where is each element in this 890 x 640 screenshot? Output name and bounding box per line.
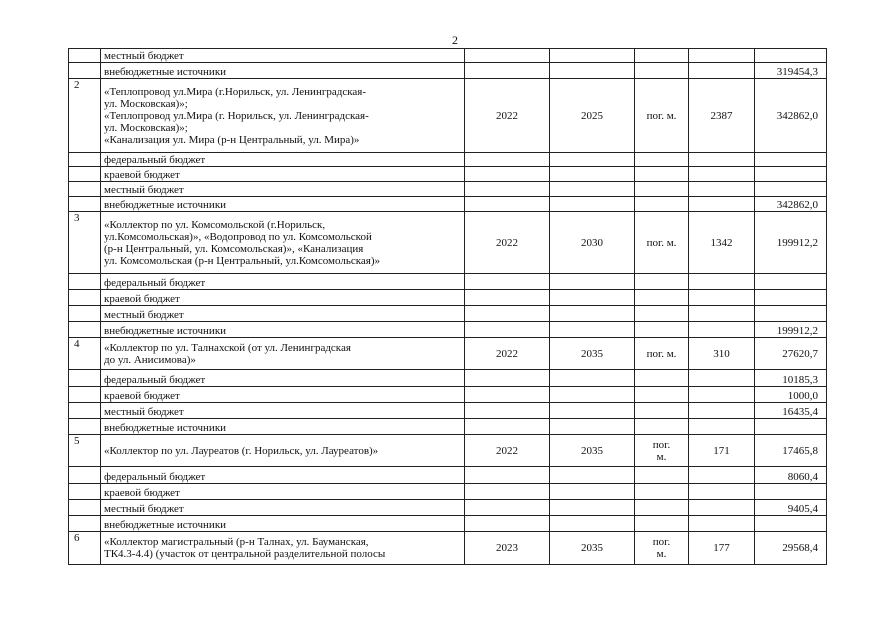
empty-cell [689, 484, 755, 500]
row-number: 2 [69, 79, 101, 153]
table-body [69, 49, 827, 565]
row-number-empty [69, 306, 101, 322]
funding-source-row [69, 290, 827, 306]
empty-cell [635, 49, 689, 63]
end-year: 2035 [550, 338, 635, 370]
object-name-line: «Теплопровод ул.Мира (г. Норильск, ул. Ленинградская- [104, 109, 369, 122]
unit: пог. м. [635, 338, 689, 370]
unit [635, 532, 689, 565]
empty-cell [689, 306, 755, 322]
empty-cell [689, 403, 755, 419]
end-year: 2030 [550, 212, 635, 274]
funding-source-row [69, 403, 827, 419]
empty-cell [550, 167, 635, 182]
row-number: 4 [69, 338, 101, 370]
empty-cell [635, 500, 689, 516]
funding-amount: 10185,3 [755, 370, 827, 387]
empty-cell [550, 467, 635, 484]
funding-source-name: краевой бюджет [101, 387, 465, 403]
unit: пог. м. [635, 79, 689, 153]
row-number-empty [69, 182, 101, 197]
object-name-line: «Коллектор магистральный (р-н Талнах, ул. Бауманская, [104, 536, 369, 548]
object-name [101, 212, 465, 274]
empty-cell [550, 290, 635, 306]
empty-cell [635, 197, 689, 212]
unit-line: м. [656, 450, 667, 463]
funding-source-name: местный бюджет [101, 306, 465, 322]
empty-cell [550, 500, 635, 516]
funding-amount [755, 153, 827, 167]
funding-source-row [69, 197, 827, 212]
object-name-line: до ул. Анисимова)» [104, 353, 196, 366]
funding-amount [755, 167, 827, 182]
quantity: 1342 [689, 212, 755, 274]
funding-source-name: краевой бюджет [101, 167, 465, 182]
start-year: 2023 [465, 532, 550, 565]
row-number-empty [69, 467, 101, 484]
funding-source-name: внебюджетные источники [101, 322, 465, 338]
empty-cell [689, 197, 755, 212]
empty-cell [465, 500, 550, 516]
row-number-empty [69, 419, 101, 435]
unit [635, 435, 689, 467]
empty-cell [635, 370, 689, 387]
quantity: 2387 [689, 79, 755, 153]
object-name-line: «Канализация ул. Мира (р-н Центральный, ул. Мира)» [104, 133, 360, 146]
funding-amount [755, 419, 827, 435]
funding-source-name: местный бюджет [101, 500, 465, 516]
funding-source-name: местный бюджет [101, 49, 465, 63]
funding-amount: 16435,4 [755, 403, 827, 419]
funding-source-name: федеральный бюджет [101, 153, 465, 167]
empty-cell [550, 49, 635, 63]
object-name [101, 79, 465, 153]
empty-cell [635, 153, 689, 167]
empty-cell [465, 403, 550, 419]
empty-cell [465, 516, 550, 532]
empty-cell [635, 516, 689, 532]
row-number-empty [69, 322, 101, 338]
empty-cell [465, 182, 550, 197]
funding-source-name: федеральный бюджет [101, 370, 465, 387]
row-number-empty [69, 370, 101, 387]
empty-cell [550, 153, 635, 167]
row-number-empty [69, 403, 101, 419]
empty-cell [689, 182, 755, 197]
object-name-line: ТК4.3-4.4) (участок от центральной разделительной полосы [104, 548, 386, 560]
empty-cell [635, 167, 689, 182]
page-number: 2 [452, 33, 458, 47]
object-name-line: ул. Московская)»; [104, 121, 188, 134]
empty-cell [635, 467, 689, 484]
row-number-empty [69, 516, 101, 532]
empty-cell [550, 484, 635, 500]
empty-cell [465, 153, 550, 167]
start-year: 2022 [465, 435, 550, 467]
empty-cell [689, 516, 755, 532]
funding-source-name: внебюджетные источники [101, 516, 465, 532]
empty-cell [689, 274, 755, 290]
empty-cell [550, 322, 635, 338]
empty-cell [550, 387, 635, 403]
row-number: 3 [69, 212, 101, 274]
funding-source-name: местный бюджет [101, 182, 465, 197]
funding-amount: 1000,0 [755, 387, 827, 403]
empty-cell [689, 322, 755, 338]
total-cost: 27620,7 [755, 338, 827, 370]
unit-line: м. [656, 548, 667, 560]
object-name-line: ул. Комсомольская (р-н Центральный, ул.Комсомольская)» [104, 254, 381, 267]
empty-cell [465, 419, 550, 435]
funding-source-row [69, 419, 827, 435]
empty-cell [635, 419, 689, 435]
object-name-line: «Коллектор по ул. Комсомольской (г.Норильск, [104, 218, 326, 231]
funding-source-name: федеральный бюджет [101, 274, 465, 290]
empty-cell [465, 49, 550, 63]
investment-program-table [68, 48, 827, 565]
funding-source-name: внебюджетные источники [101, 419, 465, 435]
empty-cell [550, 274, 635, 290]
empty-cell [465, 167, 550, 182]
empty-cell [465, 484, 550, 500]
row-number-empty [69, 290, 101, 306]
funding-source-row [69, 182, 827, 197]
funding-source-name: внебюджетные источники [101, 197, 465, 212]
empty-cell [689, 49, 755, 63]
funding-source-row [69, 63, 827, 79]
row-number: 5 [69, 435, 101, 467]
empty-cell [689, 290, 755, 306]
funding-amount: 199912,2 [755, 322, 827, 338]
funding-source-row [69, 500, 827, 516]
funding-amount: 319454,3 [755, 63, 827, 79]
quantity: 171 [689, 435, 755, 467]
empty-cell [550, 182, 635, 197]
object-row [69, 435, 827, 467]
object-row [69, 212, 827, 274]
funding-source-row [69, 274, 827, 290]
quantity: 177 [689, 532, 755, 565]
funding-source-name: местный бюджет [101, 403, 465, 419]
funding-source-row [69, 153, 827, 167]
row-number-empty [69, 63, 101, 79]
object-name-line: «Теплопровод ул.Мира (г.Норильск, ул. Ленинградская- [104, 85, 366, 98]
empty-cell [689, 370, 755, 387]
empty-cell [635, 63, 689, 79]
funding-amount: 342862,0 [755, 197, 827, 212]
funding-source-row [69, 322, 827, 338]
start-year: 2022 [465, 212, 550, 274]
object-name [101, 532, 465, 565]
funding-source-name: внебюджетные источники [101, 63, 465, 79]
empty-cell [465, 467, 550, 484]
empty-cell [550, 370, 635, 387]
empty-cell [635, 274, 689, 290]
funding-amount [755, 182, 827, 197]
total-cost: 199912,2 [755, 212, 827, 274]
object-name-line: «Коллектор по ул. Лауреатов (г. Норильск, ул. Лауреатов)» [104, 444, 379, 457]
empty-cell [465, 290, 550, 306]
object-name-line: «Коллектор по ул. Талнахской (от ул. Ленинградская [104, 341, 351, 354]
funding-source-row [69, 387, 827, 403]
empty-cell [689, 467, 755, 484]
object-name-line: ул. Московская)»; [104, 97, 188, 110]
funding-source-row [69, 370, 827, 387]
funding-amount [755, 516, 827, 532]
empty-cell [550, 306, 635, 322]
total-cost: 342862,0 [755, 79, 827, 153]
empty-cell [465, 63, 550, 79]
object-row [69, 532, 827, 565]
funding-amount [755, 49, 827, 63]
funding-source-row [69, 49, 827, 63]
row-number-empty [69, 167, 101, 182]
funding-amount [755, 274, 827, 290]
funding-source-name: краевой бюджет [101, 484, 465, 500]
empty-cell [635, 322, 689, 338]
funding-amount [755, 306, 827, 322]
row-number-empty [69, 49, 101, 63]
empty-cell [550, 197, 635, 212]
total-cost: 17465,8 [755, 435, 827, 467]
funding-source-row [69, 484, 827, 500]
funding-source-row [69, 467, 827, 484]
unit-line: пог. [652, 536, 671, 548]
row-number-empty [69, 197, 101, 212]
end-year: 2035 [550, 435, 635, 467]
empty-cell [635, 290, 689, 306]
empty-cell [689, 167, 755, 182]
object-name [101, 435, 465, 467]
object-name-line: (р-н Центральный, ул. Комсомольская)», «Канализация [104, 242, 364, 255]
row-number-empty [69, 387, 101, 403]
unit: пог. м. [635, 212, 689, 274]
empty-cell [465, 306, 550, 322]
funding-source-row [69, 516, 827, 532]
empty-cell [689, 419, 755, 435]
quantity: 310 [689, 338, 755, 370]
empty-cell [465, 322, 550, 338]
empty-cell [689, 500, 755, 516]
start-year: 2022 [465, 79, 550, 153]
empty-cell [465, 370, 550, 387]
empty-cell [689, 387, 755, 403]
empty-cell [465, 274, 550, 290]
empty-cell [465, 387, 550, 403]
empty-cell [689, 63, 755, 79]
row-number-empty [69, 274, 101, 290]
object-row [69, 338, 827, 370]
row-number-empty [69, 500, 101, 516]
empty-cell [635, 182, 689, 197]
funding-source-name: краевой бюджет [101, 290, 465, 306]
empty-cell [550, 516, 635, 532]
empty-cell [689, 153, 755, 167]
unit-line: пог. [652, 438, 671, 451]
row-number-empty [69, 484, 101, 500]
funding-amount [755, 484, 827, 500]
empty-cell [635, 403, 689, 419]
object-name-line: ул.Комсомольская)», «Водопровод по ул. Комсомольской [104, 230, 372, 243]
object-name [101, 338, 465, 370]
row-number: 6 [69, 532, 101, 565]
funding-source-row [69, 306, 827, 322]
funding-amount [755, 290, 827, 306]
total-cost: 29568,4 [755, 532, 827, 565]
row-number-empty [69, 153, 101, 167]
object-row [69, 79, 827, 153]
empty-cell [550, 63, 635, 79]
empty-cell [635, 306, 689, 322]
funding-source-name: федеральный бюджет [101, 467, 465, 484]
empty-cell [550, 403, 635, 419]
empty-cell [465, 197, 550, 212]
funding-amount: 8060,4 [755, 467, 827, 484]
empty-cell [635, 484, 689, 500]
end-year: 2025 [550, 79, 635, 153]
start-year: 2022 [465, 338, 550, 370]
empty-cell [550, 419, 635, 435]
empty-cell [635, 387, 689, 403]
funding-source-row [69, 167, 827, 182]
end-year: 2035 [550, 532, 635, 565]
funding-amount: 9405,4 [755, 500, 827, 516]
